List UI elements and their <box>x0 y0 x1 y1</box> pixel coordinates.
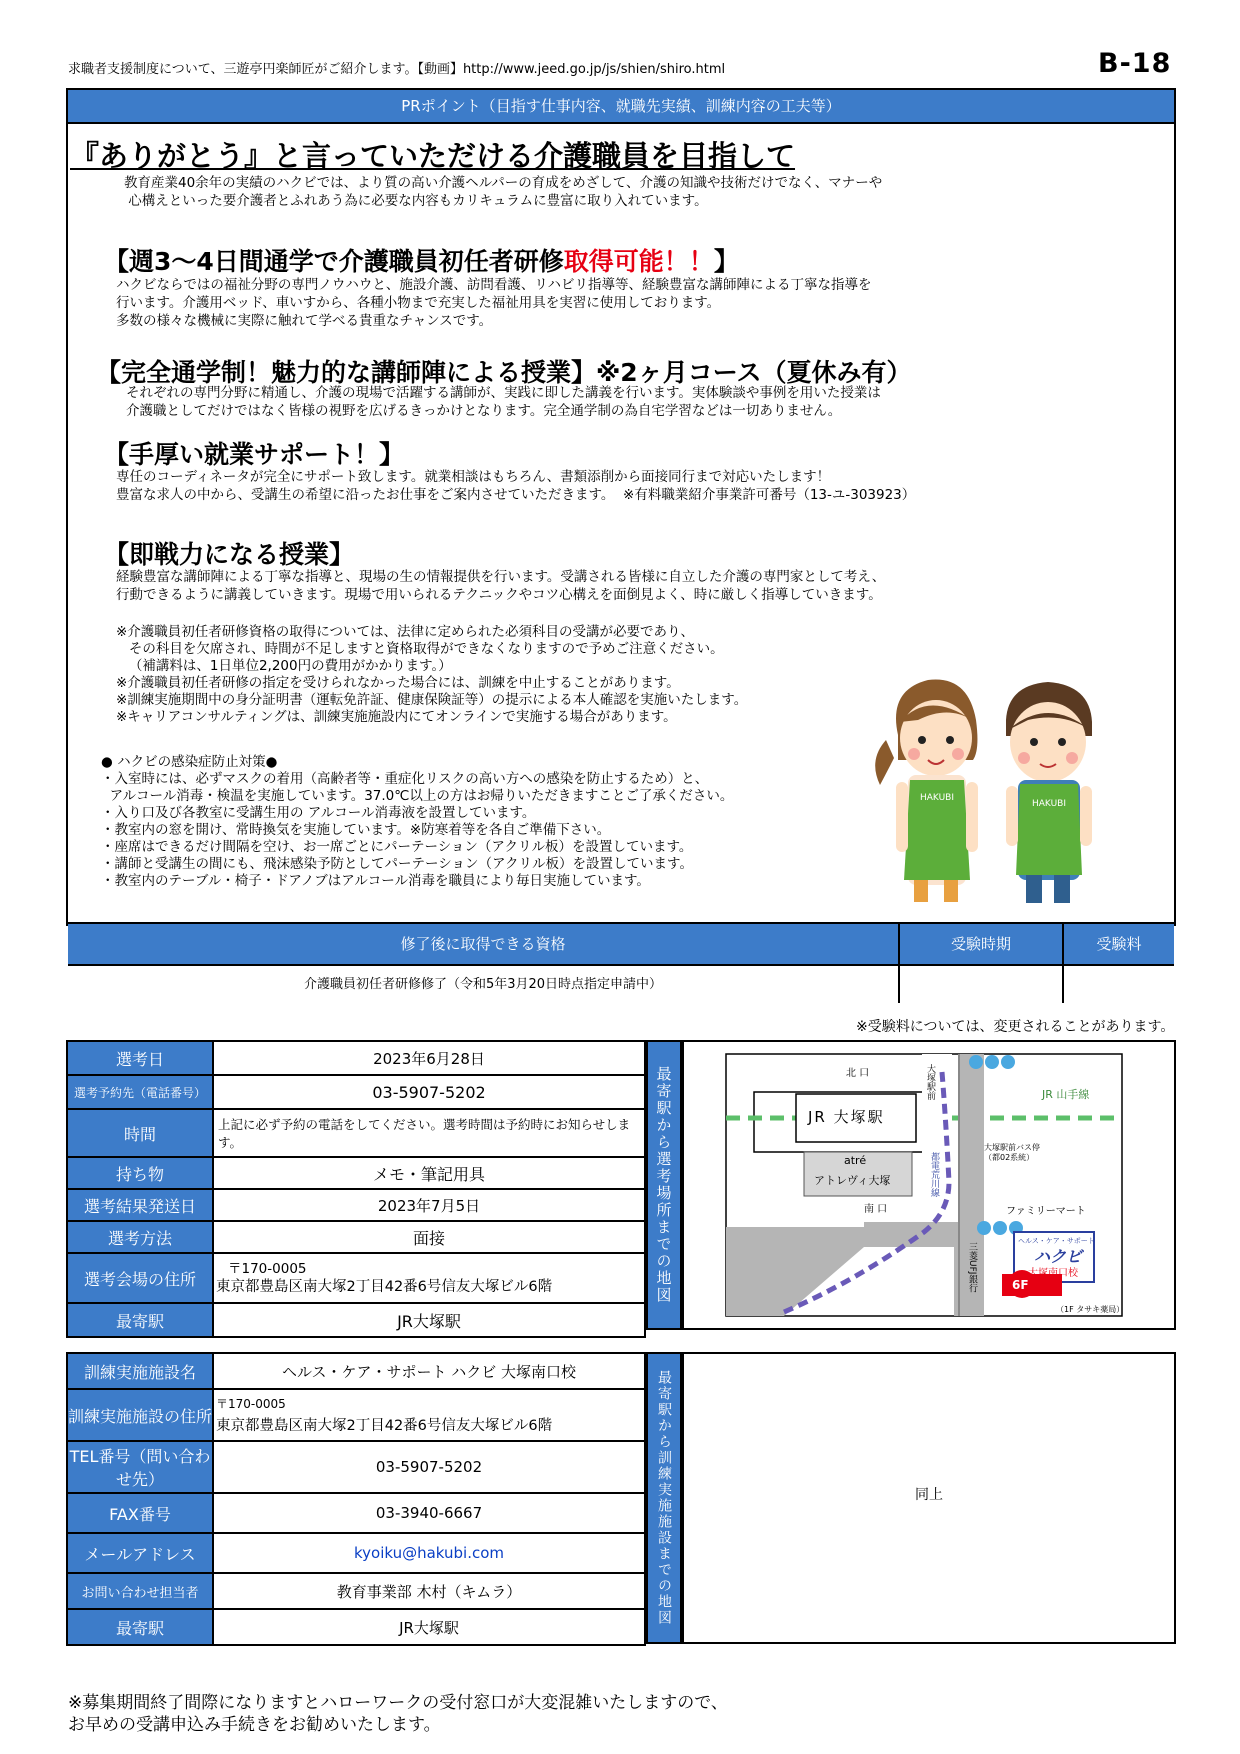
qualification-col-fee: 受験料 <box>1062 924 1174 964</box>
map-hakubi-logo: ハクビ <box>1034 1247 1083 1266</box>
facility-address: 東京都豊島区南大塚2丁目42番6号信友大塚ビル6階 <box>216 1418 553 1434</box>
selection-map <box>682 1040 1176 1330</box>
qualification-col-name: 修了後に取得できる資格 <box>400 935 566 953</box>
facility-fax-label: FAX番号 <box>67 1493 213 1533</box>
section-body-3: 専任のコーディネータが完全にサポート致します。就業相談はもちろん、書類添削から面接同行まで対応いたします！ 豊富な求人の中から、受講生の希望に沿ったお仕事をご案内させていただきます。 ※有料職業紹介事業許可番号（13-ユ-303923） <box>116 469 916 503</box>
infection-measures: ● ハクビの感染症防止対策● ・入室時には、必ずマスクの着用（高齢者等・重症化リスクの高い方への感染を防止するため）と、 アルコール消毒・検温を実施しています。37.0℃以上の方はお帰りいただきますことご了承ください。 ・入り口及び各教室に受講生用の アルコール消毒液を設置しています。 ・教室内の窓を開け、常時換気を実施しています。※防寒着等を各自ご準備下さい。 ・座席はできるだけ間隔を空け、お一席ごとにパーテーション（アクリル板）を設置しています。 ・講師と受講生の間にも、飛沫感染予防としてパーテーション（アクリル板）を設置しています。 ・教室内のテーブル・椅子・ドアノブはアルコール消毒を職員により毎日実施しています。 <box>101 754 734 889</box>
selection-time: 上記に必ず予約の電話をしてください。選考時間は予約時にお知らせします。 <box>213 1109 645 1157</box>
pr-section <box>66 88 1176 992</box>
qualification-period <box>898 966 1062 1003</box>
section-heading-4: 【即戦力になる授業】 <box>104 540 355 569</box>
selection-address-label: 選考会場の住所 <box>67 1253 213 1303</box>
header-note: 求職者支援制度について、三遊亭円楽師匠がご紹介します。【動画】http://www.jeed.go.jp/js/shien/shiro.html <box>68 62 726 77</box>
facility-mail-label: メールアドレス <box>67 1533 213 1573</box>
facility-fax: 03-3940-6667 <box>213 1493 645 1533</box>
pr-title: 『ありがとう』と言っていただける介護職員を目指して <box>70 139 796 173</box>
selection-table <box>66 1040 646 1338</box>
facility-name-label: 訓練実施施設名 <box>67 1353 213 1389</box>
selection-items: メモ・筆記用具 <box>213 1157 645 1189</box>
qualification-notes: ※介護職員初任者研修資格の取得については、法律に定められた必須科目の受講が必要であり、 その科目を欠席され、時間が不足しますと資格取得ができなくなりますので予めご注意ください。 （補講料は、1日単位2,200円の費用がかかります。） ※介護職員初任者研修の指定を受けられなかった場合には、訓練を中止することがあります。 ※訓練実施期間中の身分証明書（運転免許証、健康保険証等）の提示による本人確認を実施いたします。 ※キャリアコンサルティングは、訓練実施施設内にてオンラインで実施する場合があります。 <box>116 624 748 725</box>
map-bank: 三菱UFJ銀行 <box>967 1242 977 1293</box>
facility-contact: 教育事業部 木村（キムラ） <box>213 1573 645 1609</box>
pr-header: PRポイント（目指す仕事内容、就職先実績、訓練内容の工夫等） <box>68 90 1174 124</box>
map-toden-stop: 大塚駅前 <box>925 1064 935 1100</box>
facility-map-value: 同上 <box>915 1487 943 1503</box>
facility-address-label: 訓練実施施設の住所 <box>67 1389 213 1441</box>
selection-items-label: 持ち物 <box>67 1157 213 1189</box>
selection-reserve-label: 選考予約先（電話番号） <box>67 1075 213 1109</box>
map-hakubi-school: 大塚南口校 <box>1028 1268 1078 1279</box>
qualification-header <box>68 922 1174 966</box>
apron-logo-boy: HAKUBI <box>1032 799 1067 809</box>
fee-note: ※受験料については、変更されることがあります。 <box>856 1019 1175 1035</box>
bottom-note: ※募集期間終了間際になりますとハローワークの受付窓口が大変混雑いたしますので、 お早めの受講申込み手続きをお勧めいたします。 <box>68 1693 728 1735</box>
qualification-fee <box>1062 966 1174 1003</box>
facility-contact-label: お問い合わせ担当者 <box>67 1573 213 1609</box>
facility-zip: 〒170-0005 <box>216 1397 286 1411</box>
selection-reserve-phone: 03-5907-5202 <box>213 1075 645 1109</box>
pr-intro: 教育産業40余年の実績のハクビでは、より質の高い介護ヘルパーの育成をめざして、介護の知識や技術だけでなく、マナーや 心構えといった要介護者とふれあう為に必要な内容もカリキュラムに豊富に取り入れています。 <box>124 175 883 209</box>
qualification-col-period: 受験時期 <box>898 924 1062 964</box>
selection-address: 東京都豊島区南大塚2丁目42番6号信友大塚ビル6階 <box>216 1279 553 1295</box>
map-south-exit: 南 口 <box>864 1204 888 1215</box>
section-body-4: 経験豊富な講師陣による丁寧な指導と、現場の生の情報提供を行います。受講される皆様に自立した介護の専門家として考え、 行動できるように講義していきます。現場で用いられるテクニックやコツ心構えを面倒見よく、時に厳しく指導していきます。 <box>116 569 886 603</box>
facility-mail-link[interactable]: kyoiku@hakubi.com <box>353 1544 505 1562</box>
selection-method-label: 選考方法 <box>67 1221 213 1253</box>
map-bus-stop-sub: （都02系統） <box>984 1153 1035 1162</box>
page-code: B-18 <box>1098 48 1172 79</box>
mascot-illustration <box>858 650 1108 910</box>
selection-result-label: 選考結果発送日 <box>67 1189 213 1221</box>
facility-tel-label: TEL番号（問い合わせ先） <box>67 1441 213 1493</box>
facility-station: JR大塚駅 <box>213 1609 645 1645</box>
facility-map <box>682 1352 1176 1644</box>
map-floor: 6F <box>1012 1278 1029 1292</box>
facility-name: ヘルス・ケア・サポート ハクビ 大塚南口校 <box>213 1353 645 1389</box>
section-body-1: ハクビならではの福祉分野の専門ノウハウと、施設介護、訪問看護、リハビリ指導等、経験豊富な講師陣による丁寧な指導を 行います。介護用ベッド、車いすから、各種小物まで充実した福祉用具を実習に使用しております。 多数の様々な機械に実際に触れて学べる貴重なチャンスです。 <box>116 277 872 329</box>
map-north-exit: 北 口 <box>846 1068 870 1079</box>
selection-time-label: 時間 <box>67 1109 213 1157</box>
apron-logo-girl: HAKUBI <box>920 793 955 803</box>
map-toden-line: 都電荒川線 <box>929 1152 939 1197</box>
selection-date-label: 選考日 <box>67 1041 213 1075</box>
map-familymart: ファミリーマート <box>1006 1206 1086 1217</box>
selection-zip: 〒170-0005 <box>228 1261 307 1277</box>
map-yamanote-line: JR 山手線 <box>1042 1088 1090 1101</box>
map-atre: atré <box>844 1154 867 1167</box>
qualification-name: 介護職員初任者研修修了（令和5年3月20日時点指定申請中） <box>303 977 663 992</box>
qualification-row <box>68 966 1174 1003</box>
selection-station: JR大塚駅 <box>213 1303 645 1337</box>
selection-map-label: 最寄駅から選考場所までの地図 <box>646 1040 682 1330</box>
map-jr-station: JR 大塚駅 <box>808 1108 885 1126</box>
map-ground-floor: （1F タサキ薬局） <box>1056 1305 1125 1314</box>
section-heading-2: 【完全通学制！魅力的な講師陣による授業】※2ヶ月コース（夏休み有） <box>96 358 912 387</box>
facility-station-label: 最寄駅 <box>67 1609 213 1645</box>
section-heading-1: 【週3～4日間通学で介護職員初任者研修取得可能！！】 <box>104 247 739 276</box>
facility-table <box>66 1352 646 1646</box>
map-atre-vie: アトレヴィ大塚 <box>814 1174 891 1187</box>
section-body-2: それぞれの専門分野に精通し、介護の現場で活躍する講師が、実践に即した講義を行います。実体験談や事例を用いた授業は 介護職としてだけではなく皆様の視野を広げるきっかけとなります。完全通学制の為自宅学習などは一切ありません。 <box>126 385 881 419</box>
facility-tel: 03-5907-5202 <box>213 1441 645 1493</box>
facility-map-label: 最寄駅から訓練実施施設までの地図 <box>646 1352 682 1644</box>
selection-result: 2023年7月5日 <box>213 1189 645 1221</box>
map-bus-stop: 大塚駅前バス停 <box>984 1143 1040 1152</box>
section-heading-3: 【手厚い就業サポート！】 <box>104 440 405 469</box>
selection-station-label: 最寄駅 <box>67 1303 213 1337</box>
map-hakubi-top: ヘルス・ケア・サポート <box>1018 1237 1095 1245</box>
selection-date: 2023年6月28日 <box>213 1041 645 1075</box>
selection-method: 面接 <box>213 1221 645 1253</box>
